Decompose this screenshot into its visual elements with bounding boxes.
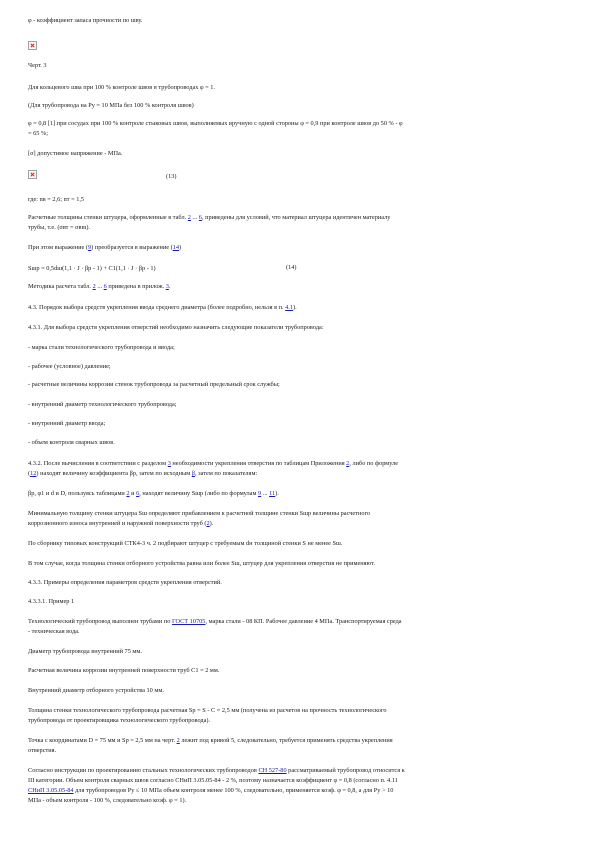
list-item: - объем контроля сварных швов. xyxy=(28,439,115,446)
text-line: Технологический трубопровод выполнен трубами по ГОСТ 10705, марка стали - 08 КП. Рабочее давление 4 МПа. Транспортируемая среда xyxy=(28,618,402,625)
text-line: 4.3.2. После вычисления в соответствии с разделом 3 необходимости укрепления отверстия по таблицам Приложения 2, либо по формуле xyxy=(28,460,399,467)
text-line: Для кольцевого шва при 100 % контроле швов в трубопроводах φ = 1. xyxy=(28,84,216,91)
text-line: Минимальную толщину стенки штуцера Sш определяют прибавлением к расчетной толщине стенки Sшр величины расчетного xyxy=(28,510,371,517)
broken-image-icon xyxy=(28,170,37,179)
formula-link[interactable]: 9 xyxy=(258,490,262,497)
formula-line: Sшр = 0,5dш(1,1 · J · βр - 1) + C1(1,1 · J · βр - 1) xyxy=(28,265,156,272)
text-line: отверстия. xyxy=(28,747,57,754)
appendix-link[interactable]: 2 xyxy=(346,460,350,467)
text-line: Методика расчета табл. 2 ... 6 приведена в прилож. 3. xyxy=(28,283,171,290)
formula-link[interactable]: 9 xyxy=(88,244,92,251)
text-line: Толщина стенки технологического трубопровода расчетная Sр = S - C = 2,5 мм (получена из расчетов на прочность технологического xyxy=(28,707,387,714)
formula-link[interactable]: 12 xyxy=(30,470,37,477)
table-link[interactable]: 6 xyxy=(103,283,107,290)
text-line: φ = 0,8 [1] при сосудах при 100 % контроле стыковых швов, выполняемых вручную с одной стороны φ = 0,9 при контроле швов до 50 % - φ xyxy=(28,120,403,127)
section-heading: 4.3.3. Примеры определения параметров средств укрепления отверстий. xyxy=(28,579,222,586)
text-line: 4.3.1. Для выбора средств укрепления отверстий необходимо назначить следующие показатели трубопровода: xyxy=(28,324,324,331)
formula-link[interactable]: 11 xyxy=(269,490,276,497)
gost-link[interactable]: ГОСТ 10705 xyxy=(171,618,206,625)
text-line: В том случае, когда толщина стенки отборного устройства равна или более Sш, штуцер для укрепления отверстия не применяют. xyxy=(28,560,375,567)
text-line: Внутренний диаметр отборного устройства 10 мм. xyxy=(28,687,164,694)
text-line: = 65 %; xyxy=(28,130,48,137)
text-line: - техническая вода. xyxy=(28,628,80,635)
text-line: СНиП 3.05.05-84 для трубопроводов Ру ≤ 10 МПа объем контроля менее 100 %, следовательно, применяется коэф. φ = 0,8, а для Ру > 10 xyxy=(28,787,394,794)
section-heading: 4.3. Порядок выбора средств укрепления ввода среднего диаметра (более подробно, нельзя в п. 4.1). xyxy=(28,304,297,311)
text-line: φ - коэффициент запаса прочности по шву. xyxy=(28,17,143,24)
text-line: Согласно инструкции по проектированию стальных технологических трубопроводов СН 527-80 рассматриваемый трубопровод относится к xyxy=(28,767,405,774)
table-link[interactable]: 2 xyxy=(92,283,96,290)
text-line: (Для трубопровода на Ру = 10 МПа без 100 % контроля швов) xyxy=(28,102,194,109)
figure-link[interactable]: 2 xyxy=(176,737,180,744)
text-line: трубопровода от проектировщика технологического трубопровода). xyxy=(28,717,211,724)
sn-link[interactable]: СН 527-80 xyxy=(258,767,287,774)
equation-number: (13) xyxy=(166,173,177,180)
text-line: Диаметр трубопровода внутренний 75 мм. xyxy=(28,648,142,655)
equation-number: (14) xyxy=(286,264,297,271)
text-line: Расчетная величина коррозии внутренней поверхности труб С1 = 2 мм. xyxy=(28,667,220,674)
snip-link[interactable]: СНиП 3.05.05-84 xyxy=(28,787,74,794)
list-item: - расчетные величины коррозии стенок трубопровода за расчетный предельный срок службы; xyxy=(28,381,280,388)
broken-image-icon xyxy=(28,41,37,50)
coefficient-link[interactable]: β xyxy=(191,470,195,477)
text-line: где: nв = 2,6; nт = 1,5 xyxy=(28,196,85,203)
text-line: βр, φ1 и d и D, пользуясь таблицами 2 и 6, находят величину Sшр (либо по формулам 9 ... 11). xyxy=(28,490,279,497)
text-line: трубы, т.е. (σвт = σвm). xyxy=(28,224,91,231)
text-line: (12) находят величину коэффициента βр, затем по исходным β, затем по показателям: xyxy=(28,470,258,477)
table-link[interactable]: 2 xyxy=(126,490,130,497)
section-link[interactable]: 3 xyxy=(167,460,171,467)
table-link[interactable]: 6 xyxy=(198,214,202,221)
appendix-link[interactable]: 3 xyxy=(165,283,169,290)
text-line: По сборнику типовых конструкций СТК4-3 ч. 2 подбирают штуцер с требуемым dн толщиной стенки S не менее Sш. xyxy=(28,540,343,547)
text-line: [σ] допустимое напряжение - МПа. xyxy=(28,150,123,157)
section-link[interactable]: 4.1 xyxy=(285,304,294,311)
text-line: При этом выражение (9) преобразуется в выражение (14) xyxy=(28,244,182,251)
reference-link[interactable]: 2 xyxy=(206,520,210,527)
formula-link[interactable]: 14 xyxy=(172,244,180,251)
list-item: - марка стали технологического трубопровода и ввода; xyxy=(28,344,175,351)
text-line: коррозионного износа внутренней и наружной поверхности труб (2). xyxy=(28,520,214,527)
section-heading: 4.3.3.1. Пример 1 xyxy=(28,598,75,605)
list-item: - внутренний диаметр технологического трубопровода; xyxy=(28,401,177,408)
table-link[interactable]: 2 xyxy=(187,214,191,221)
figure-caption: Черт. 3 xyxy=(28,62,47,69)
table-link[interactable]: 6 xyxy=(136,490,140,497)
text-line: Точка с координатами D = 75 мм и Sр = 2,5 мм на черт. 2 лежит под кривой 5, следовательно, требуется применять средства укрепления xyxy=(28,737,393,744)
text-line: III категории. Объем контроля сварных швов согласно СНиП 3.05.05-84 - 2 %, поэтому назначается коэффициент φ = 0,8 (согласно п. 4.11 xyxy=(28,777,398,784)
text-line: МПа - объем контроля - 100 %, следовательно коэф. φ = 1). xyxy=(28,797,187,804)
list-item: - рабочее (условное) давление; xyxy=(28,363,111,370)
list-item: - внутренний диаметр ввода; xyxy=(28,420,106,427)
text-line: Расчетные толщины стенки штуцера, оформленные в табл. 2 ... 6, приведены для условий, что материал штуцера идентичен материалу xyxy=(28,214,391,221)
